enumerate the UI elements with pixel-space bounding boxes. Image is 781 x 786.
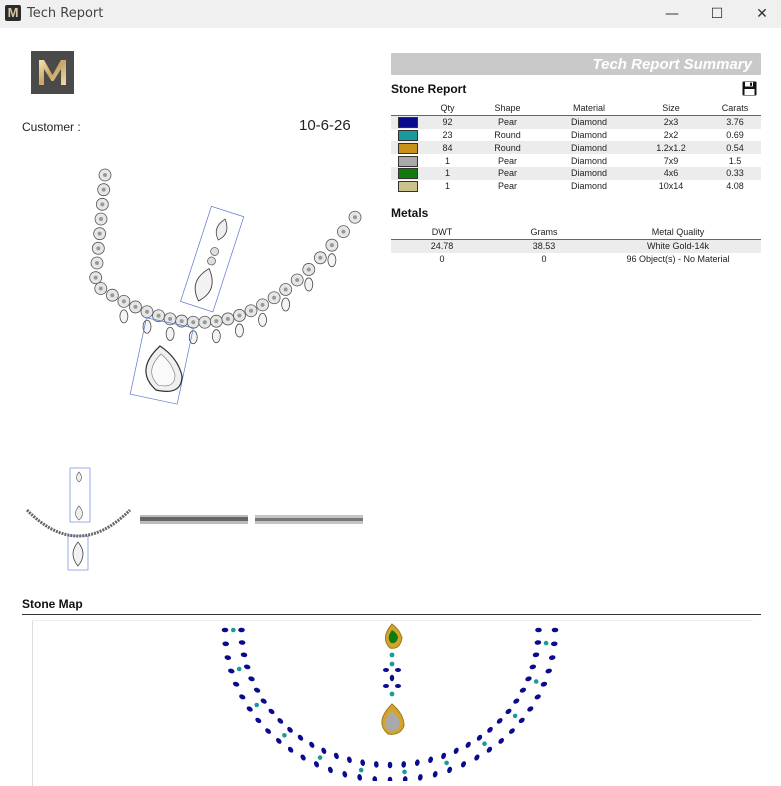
stone-map-round [534, 679, 539, 684]
thumbnail-top[interactable] [255, 515, 363, 524]
stone-map-round [237, 667, 242, 672]
stone-map-pear [534, 640, 541, 645]
necklace-flower-center [341, 230, 345, 234]
stone-map-pear [297, 734, 305, 742]
stone-map-pear [526, 705, 534, 712]
necklace-flower-center [95, 261, 99, 265]
stone-map-pear [238, 693, 246, 700]
stone-map-pear [417, 774, 423, 781]
stone-map-pear [453, 747, 460, 755]
stone-map-pear [267, 708, 275, 716]
stone-map-pear [518, 717, 526, 725]
metal-grams: 38.53 [532, 241, 556, 252]
necklace-flower-center [272, 296, 276, 300]
stone-map-round [282, 733, 287, 738]
stone-map-pear [427, 756, 433, 764]
stone-row [391, 129, 761, 142]
stone-map-pear [519, 687, 527, 694]
necklace-flower-center [203, 320, 207, 324]
stone-size: 4x6 [663, 168, 679, 179]
stone-map-pear [286, 726, 294, 734]
metals-title: Metals [391, 206, 429, 220]
customer-label: Customer : [22, 120, 81, 134]
stone-map-pear [446, 766, 453, 774]
stone-map-pear [551, 641, 558, 646]
metal-quality: White Gold-14k [646, 241, 710, 252]
stone-map-pear [388, 762, 393, 769]
metal-dwt: 0 [439, 253, 445, 264]
stone-qty: 1 [444, 155, 450, 166]
stone-size: 2x3 [663, 117, 679, 128]
stone-carats: 1.5 [728, 155, 742, 166]
column-header: Grams [530, 227, 558, 238]
column-header: Qty [440, 103, 455, 114]
stone-map-pear [240, 652, 247, 658]
stone-qty: 1 [444, 181, 450, 192]
stone-map-round [444, 761, 449, 766]
necklace-flower-center [330, 243, 334, 247]
stone-carats: 3.76 [726, 117, 744, 128]
necklace-drop [212, 330, 220, 343]
stone-map-round [231, 628, 236, 633]
view-thumbnails [22, 462, 367, 577]
stone-map-pear [254, 717, 262, 725]
necklace-flower-center [214, 319, 218, 323]
necklace-flower-center [99, 217, 103, 221]
metals-table [391, 226, 761, 265]
stone-material: Diamond [570, 117, 608, 128]
stone-map-pear [403, 776, 408, 781]
stone-map-pear [414, 759, 420, 766]
necklace-drop [120, 310, 128, 323]
metal-grams: 0 [541, 253, 547, 264]
stone-color-swatch [398, 168, 418, 179]
stone-map-pear [308, 741, 315, 749]
necklace-flower-center [318, 256, 322, 260]
stone-qty: 1 [444, 168, 450, 179]
stone-map-pear [508, 727, 516, 735]
stone-shape: Pear [497, 181, 517, 192]
stone-map-pear [243, 664, 251, 670]
summary-header [391, 53, 761, 75]
stone-map-pear [473, 753, 480, 761]
stone-map-pear [276, 717, 284, 725]
stone-row [391, 141, 761, 154]
stone-color-swatch [398, 117, 418, 128]
stone-map-title: Stone Map [22, 597, 83, 611]
stone-map-pear [239, 640, 246, 645]
stone-carats: 0.69 [726, 129, 744, 140]
column-header: Carats [721, 103, 749, 114]
necklace-flower-center [145, 310, 149, 314]
stone-map-pear [222, 641, 229, 646]
stone-map-pear [512, 697, 520, 704]
stone-map-earring [382, 624, 404, 734]
summary-title: Tech Report Summary [592, 56, 752, 73]
report-date: 10-6-26 [299, 117, 351, 134]
stone-map-pear [465, 741, 472, 749]
stone-map-pear [320, 747, 327, 755]
stone-map-pear [401, 761, 406, 768]
stone-map-pear [333, 752, 340, 760]
minimize-icon[interactable]: — [665, 6, 679, 22]
stone-map-pear [504, 708, 512, 716]
necklace-flower-center [295, 278, 299, 282]
stone-map-pear [372, 776, 377, 781]
stone-size: 1.2x1.2 [656, 142, 686, 153]
stone-map-pear [486, 726, 494, 734]
stone-map-pear [232, 681, 240, 688]
necklace-drop [305, 278, 313, 291]
stone-map-pear [260, 697, 268, 704]
stone-carats: 4.08 [726, 181, 744, 192]
thumbnail-side[interactable] [140, 515, 248, 524]
stone-size: 10x14 [658, 181, 684, 192]
stone-material: Diamond [570, 181, 608, 192]
stone-map-pear [460, 760, 467, 768]
stone-shape: Pear [497, 155, 517, 166]
stone-color-swatch [398, 156, 418, 167]
necklace-flower-center [133, 305, 137, 309]
necklace-flower-center [103, 173, 107, 177]
necklace-flower-center [237, 313, 241, 317]
stone-map-pear [486, 746, 494, 754]
metal-dwt: 24.78 [430, 241, 454, 252]
metal-row [391, 239, 761, 252]
necklace-flower-center [122, 299, 126, 303]
necklace-flower-center [307, 267, 311, 271]
close-icon[interactable]: ✕ [756, 6, 768, 22]
stone-map-round [318, 755, 323, 760]
stone-map-round [254, 703, 259, 708]
stone-map-pear [327, 766, 334, 774]
necklace-drop [328, 254, 336, 267]
column-header: Metal Quality [651, 227, 705, 238]
necklace-flower-center [110, 293, 114, 297]
stone-size: 2x2 [663, 129, 679, 140]
necklace-flower-center [102, 188, 106, 192]
stone-qty: 84 [442, 142, 453, 153]
app-icon: M [5, 5, 21, 21]
stone-material: Diamond [570, 168, 608, 179]
stone-map-pear [287, 746, 295, 754]
necklace-flower-center [180, 319, 184, 323]
stone-map-pear [313, 760, 320, 768]
stone-map-pear [346, 756, 352, 764]
stone-row [391, 167, 761, 180]
stone-map-pear [552, 628, 559, 633]
stone-map-pear [549, 655, 556, 661]
column-header: Shape [494, 103, 521, 114]
stone-map-pear [388, 777, 393, 781]
stone-color-swatch [398, 130, 418, 141]
stone-map-pear [496, 717, 504, 725]
stone-row [391, 180, 761, 193]
necklace-flower-center [191, 320, 195, 324]
stone-size: 7x9 [663, 155, 679, 166]
necklace-flower-center [94, 276, 98, 280]
stone-map-pear [476, 734, 484, 742]
stone-map-pear [299, 753, 306, 761]
stone-map-pear [432, 770, 438, 778]
stone-material: Diamond [570, 129, 608, 140]
necklace-flower-center [96, 246, 100, 250]
necklace-flower-center [157, 314, 161, 318]
thumbnail-front[interactable] [27, 468, 130, 570]
stone-map [180, 620, 600, 781]
stone-map-pear [440, 752, 447, 760]
stone-map-pear [222, 628, 229, 633]
stone-qty: 92 [442, 117, 453, 128]
necklace-flower-center [226, 317, 230, 321]
column-header: Size [662, 103, 680, 114]
necklace-flower-center [168, 317, 172, 321]
stone-map-pear [540, 681, 548, 688]
stone-report-table [391, 102, 761, 193]
stone-map-pear [545, 668, 553, 674]
stone-map-pear [275, 737, 283, 745]
stone-map-pear [238, 628, 245, 633]
necklace-flower-center [353, 215, 357, 219]
stone-map-pear [342, 770, 348, 778]
stone-map-pear [532, 652, 539, 658]
stone-map-round [544, 641, 549, 646]
metal-row [391, 253, 761, 266]
necklace-flower-center [98, 232, 102, 236]
window-title: Tech Report [27, 6, 104, 21]
necklace-flower-center [99, 287, 103, 291]
necklace-flower-center [284, 287, 288, 291]
company-logo [31, 51, 74, 94]
stone-carats: 0.33 [726, 168, 744, 179]
stone-map-round [482, 741, 487, 746]
stone-map-pear [246, 705, 254, 712]
stone-color-swatch [398, 143, 418, 154]
stone-map-pear [224, 655, 231, 661]
stone-map-pear [360, 759, 366, 766]
stone-map-pear [529, 664, 537, 670]
divider [22, 614, 761, 615]
stone-map-round [513, 714, 518, 719]
stone-map-pear [357, 774, 363, 781]
necklace-render [60, 160, 370, 410]
stone-map-pear [253, 687, 261, 694]
stone-map-pear [227, 668, 235, 674]
stone-map-pear [264, 727, 272, 735]
necklace-drop [259, 313, 267, 326]
stone-map-pear [248, 675, 256, 682]
stone-shape: Pear [497, 168, 517, 179]
necklace-flower-center [249, 309, 253, 313]
stone-color-swatch [398, 181, 418, 192]
column-header: DWT [431, 227, 453, 238]
necklace-drop [282, 298, 290, 311]
necklace-drop [166, 327, 174, 340]
necklace-flower-center [261, 303, 265, 307]
stone-map-pear [497, 737, 505, 745]
maximize-icon[interactable]: ☐ [710, 6, 724, 22]
stone-map-pear [374, 761, 379, 768]
stone-row [391, 154, 761, 167]
stone-shape: Round [494, 129, 521, 140]
stone-map-pear [525, 675, 533, 682]
title-bar [0, 0, 781, 28]
stone-map-pear [534, 693, 542, 700]
metal-quality: 96 Object(s) - No Material [626, 253, 730, 264]
stone-map-round [359, 768, 364, 773]
stone-carats: 0.54 [726, 142, 744, 153]
save-icon[interactable] [742, 81, 757, 96]
stone-map-pear [535, 628, 542, 633]
column-header: Material [572, 103, 605, 114]
stone-material: Diamond [570, 155, 608, 166]
stone-qty: 23 [442, 129, 453, 140]
stone-material: Diamond [570, 142, 608, 153]
stone-shape: Round [494, 142, 521, 153]
stone-map-round [402, 770, 407, 775]
necklace-flower-center [100, 202, 104, 206]
stone-report-title: Stone Report [391, 82, 467, 96]
necklace-drop [235, 324, 243, 337]
stone-shape: Pear [497, 117, 517, 128]
stone-row [391, 115, 761, 128]
